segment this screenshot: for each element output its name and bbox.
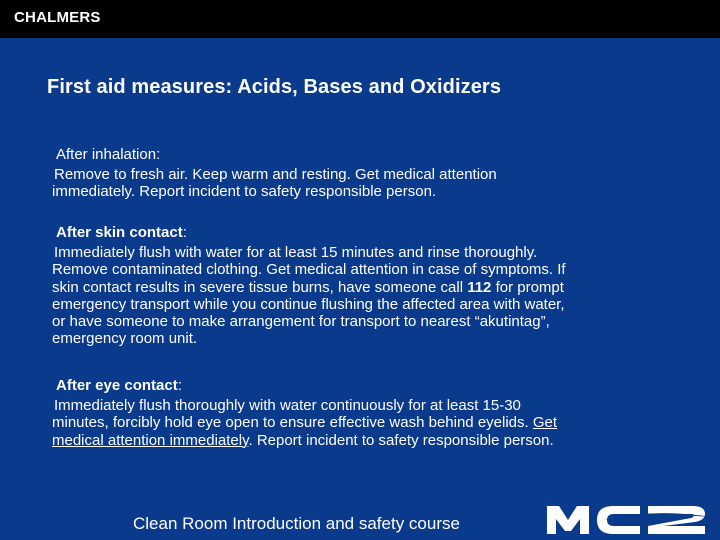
section-line: Remove contaminated clothing. Get medical attention in case of symptoms. If <box>52 261 566 279</box>
section-heading <box>52 224 566 241</box>
logo-digit-2 <box>648 506 705 534</box>
medical-attention-link[interactable]: Get <box>532 414 558 432</box>
heading-text: After eye contact <box>56 377 178 394</box>
section-inhalation <box>52 146 497 201</box>
section-line: emergency transport while you continue flushing the affected area with water, <box>52 295 565 313</box>
line-text: . Report incident to safety responsible person. <box>248 431 554 449</box>
footer-course-title: Clean Room Introduction and safety course <box>133 514 460 533</box>
medical-attention-link[interactable]: medical attention immediately <box>52 431 249 449</box>
section-heading <box>52 377 557 394</box>
section-line: Immediately flush thoroughly with water continuously for at least 15-30 <box>54 397 521 415</box>
mc2-logo <box>545 503 713 536</box>
heading-text: After inhalation <box>56 146 157 163</box>
heading-colon: : <box>156 146 161 163</box>
heading-colon: : <box>182 224 187 241</box>
section-line <box>52 432 557 449</box>
section-line: immediately. Report incident to safety responsible person. <box>52 183 437 201</box>
slide-title: First aid measures: Acids, Bases and Oxidizers <box>47 76 502 98</box>
heading-text: After skin contact <box>56 224 183 241</box>
emergency-number: 112 <box>467 278 492 296</box>
top-bar <box>0 0 720 38</box>
section-line: Immediately flush with water for at least 15 minutes and rinse thoroughly. <box>54 244 538 262</box>
logo-letter-c <box>597 506 640 534</box>
logo-letter-m <box>547 506 589 534</box>
heading-colon: : <box>177 377 182 394</box>
section-eye-contact <box>52 377 557 449</box>
section-heading <box>52 146 497 163</box>
chalmers-logo: CHALMERS <box>14 9 101 26</box>
line-text: for prompt <box>491 278 564 296</box>
section-skin-contact <box>52 224 566 347</box>
line-text: skin contact results in severe tissue burns, have someone call <box>52 278 468 296</box>
section-line: Remove to fresh air. Keep warm and resting. Get medical attention <box>54 166 497 184</box>
section-line: emergency room unit. <box>52 330 198 348</box>
section-line <box>52 279 566 296</box>
section-line <box>52 414 557 431</box>
section-line: or have someone to make arrangement for transport to nearest “akutintag”, <box>52 313 550 331</box>
line-text: minutes, forcibly hold eye open to ensure effective wash behind eyelids. <box>52 414 533 432</box>
